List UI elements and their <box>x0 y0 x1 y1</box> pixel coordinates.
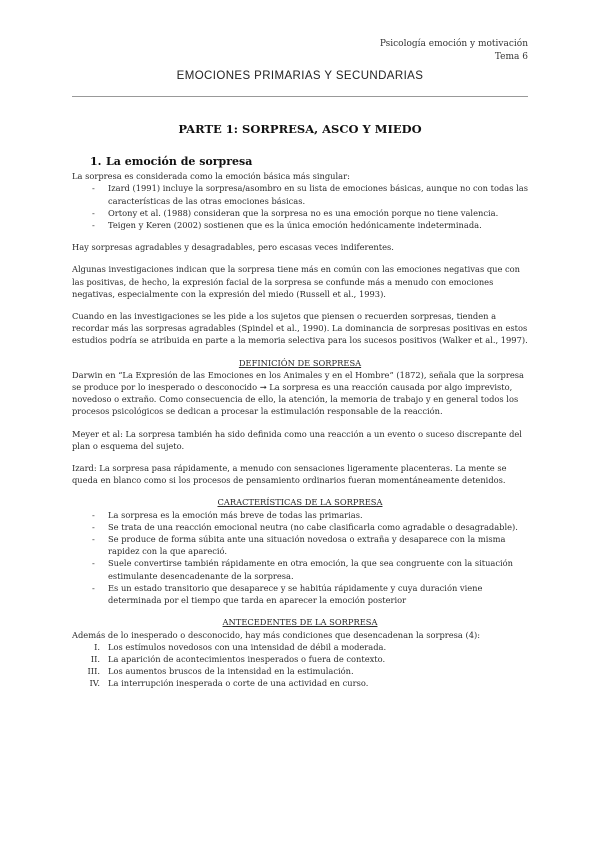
running-header <box>380 38 528 64</box>
antecedents-list <box>72 641 528 690</box>
paragraph: Meyer et al: La sorpresa también ha sido definida como una reacción a un evento o suceso discrepante del plan o esquema del sujeto. <box>72 428 522 451</box>
list-item <box>72 677 528 689</box>
list-item <box>72 641 528 653</box>
roman-numeral: II. <box>90 653 100 664</box>
antecedents-heading: ANTECEDENTES DE LA SORPRESA <box>222 617 378 628</box>
list-item-text: Los estímulos novedosos con una intensidad de débil a moderada. <box>108 641 387 652</box>
header-course: Psicología emoción y motivación <box>379 39 528 49</box>
paragraph: Hay sorpresas agradables y desagradables, pero escasas veces indiferentes. <box>72 242 394 253</box>
roman-numeral: IV. <box>89 678 100 689</box>
list-item: - La sorpresa es la emoción más breve de todas las primarias. <box>72 509 528 521</box>
part-title: PARTE 1: SORPRESA, ASCO Y MIEDO <box>178 122 422 136</box>
paragraph: Algunas investigaciones indican que la sorpresa tiene más en común con las emociones negativas que con las positivas, de hecho, la expresión facial de la sorpresa se confunde más a menudo con emociones negativas, especialmente con la expresión del miedo (Russell et al., 1993). <box>72 264 521 299</box>
section-number: 1. <box>90 155 102 168</box>
section-title: La emoción de sorpresa <box>106 155 253 168</box>
list-item: - Se trata de una reacción emocional neutra (no cabe clasificarla como agradable o desagradable). <box>72 521 528 533</box>
list-item-text: La interrupción inesperada o corte de una actividad en curso. <box>108 678 369 689</box>
list-item-text: Los aumentos bruscos de la intensidad en la estimulación. <box>108 666 354 677</box>
section-intro: La sorpresa es considerada como la emoción básica más singular: <box>72 171 350 182</box>
list-item: - Suele convertirse también rápidamente en otra emoción, la que sea congruente con la situación estimulante desencadenante de la sorpresa. <box>72 557 528 581</box>
paragraph: Izard: La sorpresa pasa rápidamente, a menudo con sensaciones ligeramente placenteras. La mente se queda en blanco como si los procesos de pensamiento ordinarios fueran momentáneamente detenidos. <box>72 463 507 486</box>
paragraph: Cuando en las investigaciones se les pide a los sujetos que piensen o recuerden sorpresas, tienden a recordar más las sorpresas agradables (Spindel et al., 1990). La dominancia de sorpresas positivas en estos estudios podría se atribuida en parte a la memoria selectiva para los sucesos positivos (Walker et al., 1997). <box>72 311 528 346</box>
document-body <box>72 156 528 690</box>
document-title: EMOCIONES PRIMARIAS Y SECUNDARIAS <box>176 70 424 82</box>
characteristics-heading: CARACTERÍSTICAS DE LA SORPRESA <box>217 497 383 508</box>
list-item <box>72 653 528 665</box>
section-heading <box>90 156 528 168</box>
roman-numeral: III. <box>87 666 100 677</box>
list-item <box>72 665 528 677</box>
paragraph: Además de lo inesperado o desconocido, hay más condiciones que desencadenan la sorpresa (4): <box>72 629 481 640</box>
list-item-text: La aparición de acontecimientos inesperados o fuera de contexto. <box>108 653 386 664</box>
title-divider <box>72 96 528 97</box>
intro-bullet-list <box>72 182 528 231</box>
list-item: - Es un estado transitorio que desaparece y se habitúa rápidamente y cuya duración viene determinada por el tiempo que tarda en aparecer la emoción posterior <box>72 582 528 606</box>
characteristics-list <box>72 509 528 607</box>
paragraph: Darwin en “La Expresión de las Emociones en los Animales y en el Hombre” (1872), señala que la sorpresa se produce por lo inesperado o desconocido ➞ La sorpresa es una reacción causada por algo imprevisto, novedoso o extraño. Como consecuencia de ello, la atención, la memoria de trabajo y en general todos los procesos psicológicos se dedican a procesar la estimulación responsable de la reacción. <box>72 369 524 417</box>
list-item: - Ortony et al. (1988) consideran que la sorpresa no es una emoción porque no tiene valencia. <box>72 207 528 219</box>
list-item: - Teigen y Keren (2002) sostienen que es la única emoción hedónicamente indeterminada. <box>72 219 528 231</box>
roman-numeral: I. <box>94 641 100 652</box>
header-topic: Tema 6 <box>494 52 528 62</box>
definition-heading: DEFINICIÓN DE SORPRESA <box>238 357 362 368</box>
list-item: - Izard (1991) incluye la sorpresa/asombro en su lista de emociones básicas, aunque no con todas las características de las otras emociones básicas. <box>72 182 528 206</box>
list-item: - Se produce de forma súbita ante una situación novedosa o extraña y desaparece con la misma rapidez con la que apareció. <box>72 533 528 557</box>
